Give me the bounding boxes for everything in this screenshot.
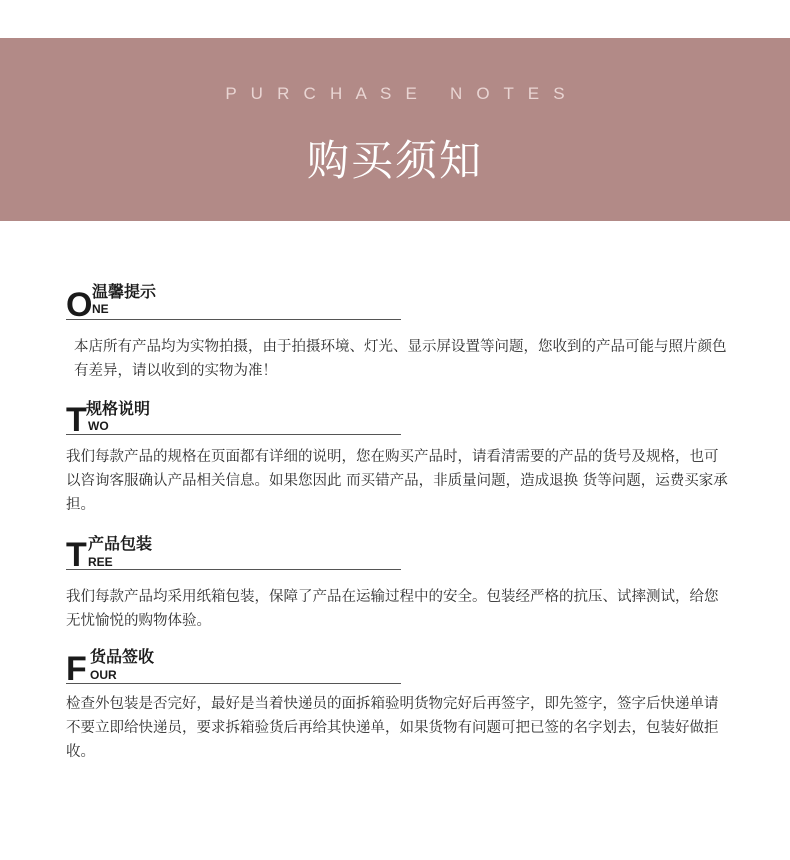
section-heading: [66, 643, 401, 688]
section-body: 我们每款产品均采用纸箱包装，保障了产品在运输过程中的安全。包装经严格的抗压、试摔测试，给您无忧愉悦的购物体验。: [66, 589, 719, 629]
section-body: 本店所有产品均为实物拍摄，由于拍摄环境、灯光、显示屏设置等问题，您收到的产品可能与照片颜色有差异，请以收到的实物为准！: [74, 339, 727, 379]
section-title: 规格说明: [86, 399, 151, 418]
section-heading: [66, 279, 401, 324]
section-initial-letter: O: [66, 286, 93, 324]
section-body: 检查外包装是否完好，最好是当着快递员的面拆箱验明货物完好后再签字，即先签字，签字后快递单请不要立即给快递员，要求拆箱验货后再给其快递单，如果货物有问题可把已签的名字划去，包装好做拒收。: [66, 696, 719, 760]
section-initial-letter: F: [66, 650, 87, 688]
section-initial-letter: T: [66, 401, 87, 439]
section-initial-letter: T: [66, 536, 87, 574]
section-title: 产品包装: [88, 534, 153, 553]
section-title: 温馨提示: [92, 282, 157, 301]
header-banner: [0, 38, 790, 221]
section-title: 货品签收: [90, 647, 155, 666]
section-heading: [66, 394, 401, 439]
banner-title: 购买须知: [306, 136, 483, 185]
section-number-word: REE: [88, 555, 113, 569]
section-heading: [66, 529, 401, 574]
section-body: 我们每款产品的规格在页面都有详细的说明，您在购买产品时，请看清需要的产品的货号及规格，也可以咨询客服确认产品相关信息。如果您因此 而买错产品，非质量问题，造成退换 货等问题，运费买家承担。: [66, 449, 728, 513]
section-number-word: OUR: [90, 668, 117, 682]
banner-subtitle: P U R C H A S E N O T E S: [225, 84, 565, 103]
section-number-word: NE: [92, 302, 109, 316]
section-number-word: WO: [88, 419, 109, 433]
